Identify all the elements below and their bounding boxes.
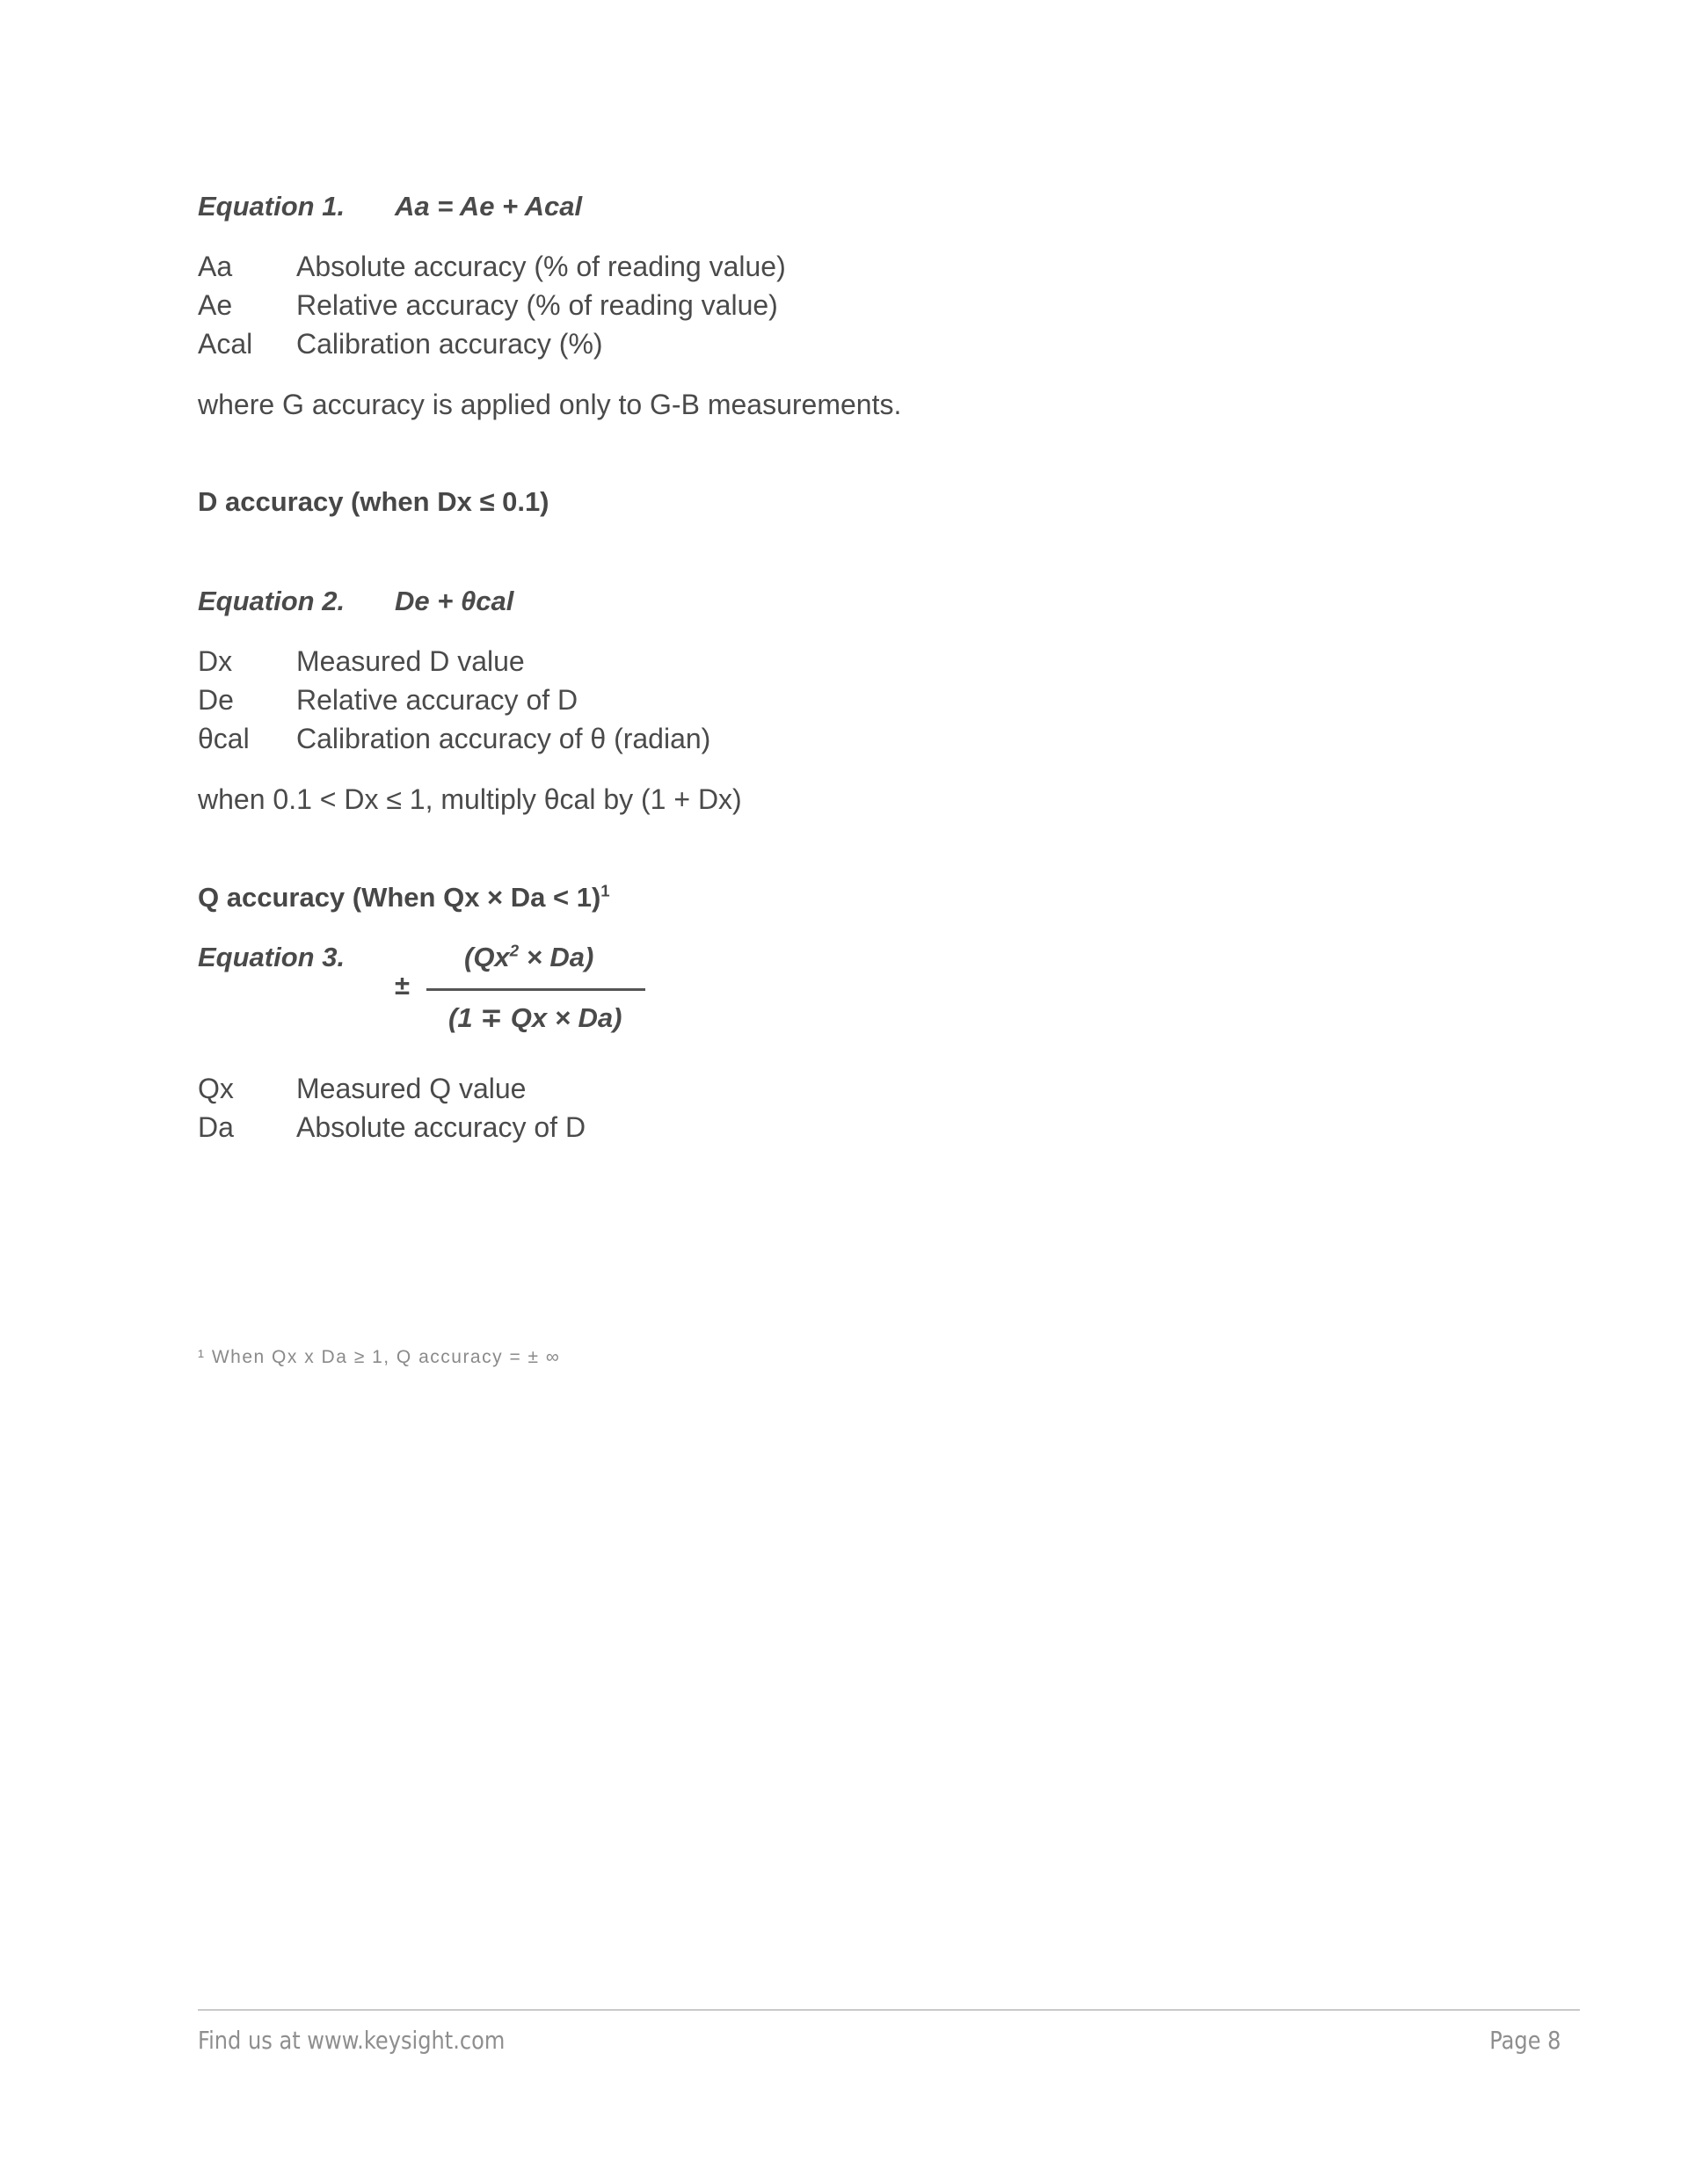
variable-description: Measured D value [296,645,525,677]
variable-symbol: Qx [198,1073,234,1104]
equation-3-numerator [464,942,593,973]
page-number: Page 8 [1488,2026,1561,2055]
variable-description: Measured Q value [296,1073,527,1104]
variable-description: Absolute accuracy of D [296,1111,586,1143]
footer-divider [198,2009,1580,2011]
variable-description: Relative accuracy of D [296,684,578,716]
variable-description: Calibration accuracy of θ (radian) [296,723,711,754]
fraction-bar [426,988,645,991]
equation-1-label: Equation 1. [198,191,346,222]
footnote-marker: 1 [600,881,610,900]
q-accuracy-heading-text: Q accuracy (When Qx × Da < 1) [198,882,601,913]
variable-symbol: Aa [198,251,233,282]
footer-website[interactable]: Find us at www.keysight.com [198,2026,506,2055]
variable-symbol: Dx [198,645,233,677]
variable-symbol: Da [198,1111,234,1143]
equation-3-sign: ± [395,970,411,1001]
equation-1-note: where G accuracy is applied only to G-B measurements. [198,389,902,420]
variable-symbol: De [198,684,234,716]
variable-symbol: Acal [198,328,253,360]
numerator-prefix: (Qx [464,942,510,972]
equation-3-denominator: (1 ∓ Qx × Da) [448,1002,622,1033]
numerator-suffix: × Da) [519,942,594,972]
equation-2-label: Equation 2. [198,586,346,616]
equation-3-label: Equation 3. [198,942,346,972]
variable-description: Relative accuracy (% of reading value) [296,289,778,321]
equation-2-note: when 0.1 < Dx ≤ 1, multiply θcal by (1 + Dx) [198,783,742,815]
q-accuracy-heading [198,882,610,914]
variable-symbol: θcal [198,723,250,754]
variable-description: Absolute accuracy (% of reading value) [296,251,786,282]
equation-1-formula: Aa = Ae + Acal [395,191,583,222]
equation-2-formula: De + θcal [395,586,514,616]
variable-description: Calibration accuracy (%) [296,328,603,360]
numerator-exponent: 2 [509,941,520,960]
variable-symbol: Ae [198,289,233,321]
d-accuracy-heading: D accuracy (when Dx ≤ 0.1) [198,486,549,517]
footnote: ¹ When Qx x Da ≥ 1, Q accuracy = ± ∞ [198,1347,561,1367]
